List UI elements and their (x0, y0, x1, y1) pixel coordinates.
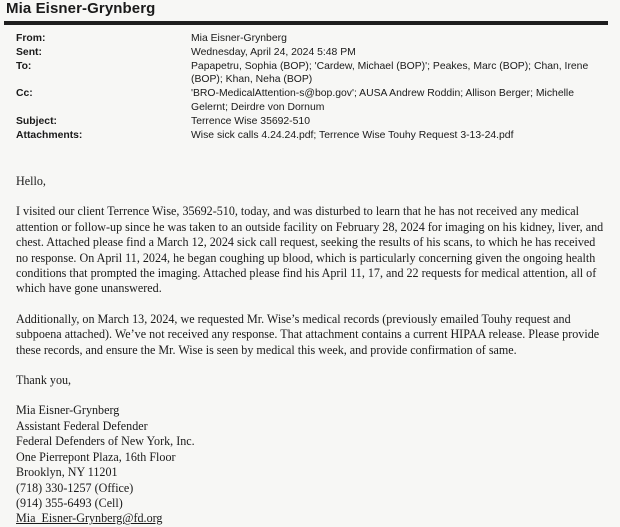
signature-name: Mia Eisner-Grynberg (16, 403, 120, 418)
meta-row-sent (16, 46, 606, 60)
to-value: Papapetru, Sophia (BOP); 'Cardew, Michael (BOP)'; Peakes, Marc (BOP); Chan, Irene (BOP); Khan, Neha (BOP) (191, 60, 589, 86)
signature-address-2: Brooklyn, NY 11201 (16, 465, 118, 480)
from-value: Mia Eisner-Grynberg (191, 33, 287, 44)
signature-block (16, 403, 606, 526)
subject-value: Terrence Wise 35692-510 (191, 115, 310, 127)
from-label: From: (16, 33, 46, 44)
subject-label: Subject: (16, 115, 57, 127)
attachments-label: Attachments: (16, 129, 83, 141)
cc-label: Cc: (16, 88, 33, 100)
signature-title: Assistant Federal Defender (16, 418, 148, 433)
body-paragraph-2: Additionally, on March 13, 2024, we requested Mr. Wise’s medical records (previously emailed Touhy request and subpoena attached). We’ve not received any response. That attachment contains a current HIPAA release. Please provide these records, and ensure the Mr. Wise is seen by medical this week, and provide confirmation of same. (16, 311, 600, 357)
meta-row-subject (16, 115, 606, 129)
body-paragraph-1: I visited our client Terrence Wise, 35692-510, today, and was disturbed to learn that he has not received any medical attention or follow-up since he was taken to an outside facility on February 28, 2024 for imaging on his kidney, liver, and chest. Attached please find a March 12, 2024 sick call request, seeking the results of his scans, to which he has received no response. On April 11, 2024, he began coughing up blood, which is particularly concerning given the ongoing health conditions that prompted the imaging. Attached please find his April 11, 17, and 22 requests for medical attention, all of which have gone unanswered. (16, 204, 604, 296)
meta-row-to (16, 60, 606, 88)
meta-row-from (16, 32, 606, 46)
sent-label: Sent: (16, 46, 42, 58)
email-metadata (16, 32, 606, 142)
closing: Thank you, (16, 373, 72, 388)
meta-row-cc (16, 87, 606, 115)
sender-name-header: Mia Eisner-Grynberg (6, 0, 156, 17)
meta-row-attachments (16, 129, 606, 143)
signature-address-1: One Pierrepont Plaza, 16th Floor (16, 449, 176, 464)
cc-value: 'BRO-MedicalAttention-s@bop.gov'; AUSA Andrew Roddin; Allison Berger; Michelle Gelernt; Deirdre von Dornum (191, 88, 574, 113)
signature-email-link[interactable]: Mia_Eisner-Grynberg@fd.org (16, 511, 163, 526)
signature-phone-cell: (914) 355-6493 (Cell) (16, 495, 123, 510)
email-body (16, 174, 606, 527)
header-divider (4, 21, 608, 25)
signature-org: Federal Defenders of New York, Inc. (16, 434, 195, 449)
attachments-value[interactable]: Wise sick calls 4.24.24.pdf; Terrence Wise Touhy Request 3-13-24.pdf (191, 129, 514, 141)
sent-value: Wednesday, April 24, 2024 5:48 PM (191, 46, 356, 58)
signature-phone-office: (718) 330-1257 (Office) (16, 480, 134, 495)
to-label: To: (16, 60, 32, 72)
greeting: Hello, (16, 174, 46, 188)
